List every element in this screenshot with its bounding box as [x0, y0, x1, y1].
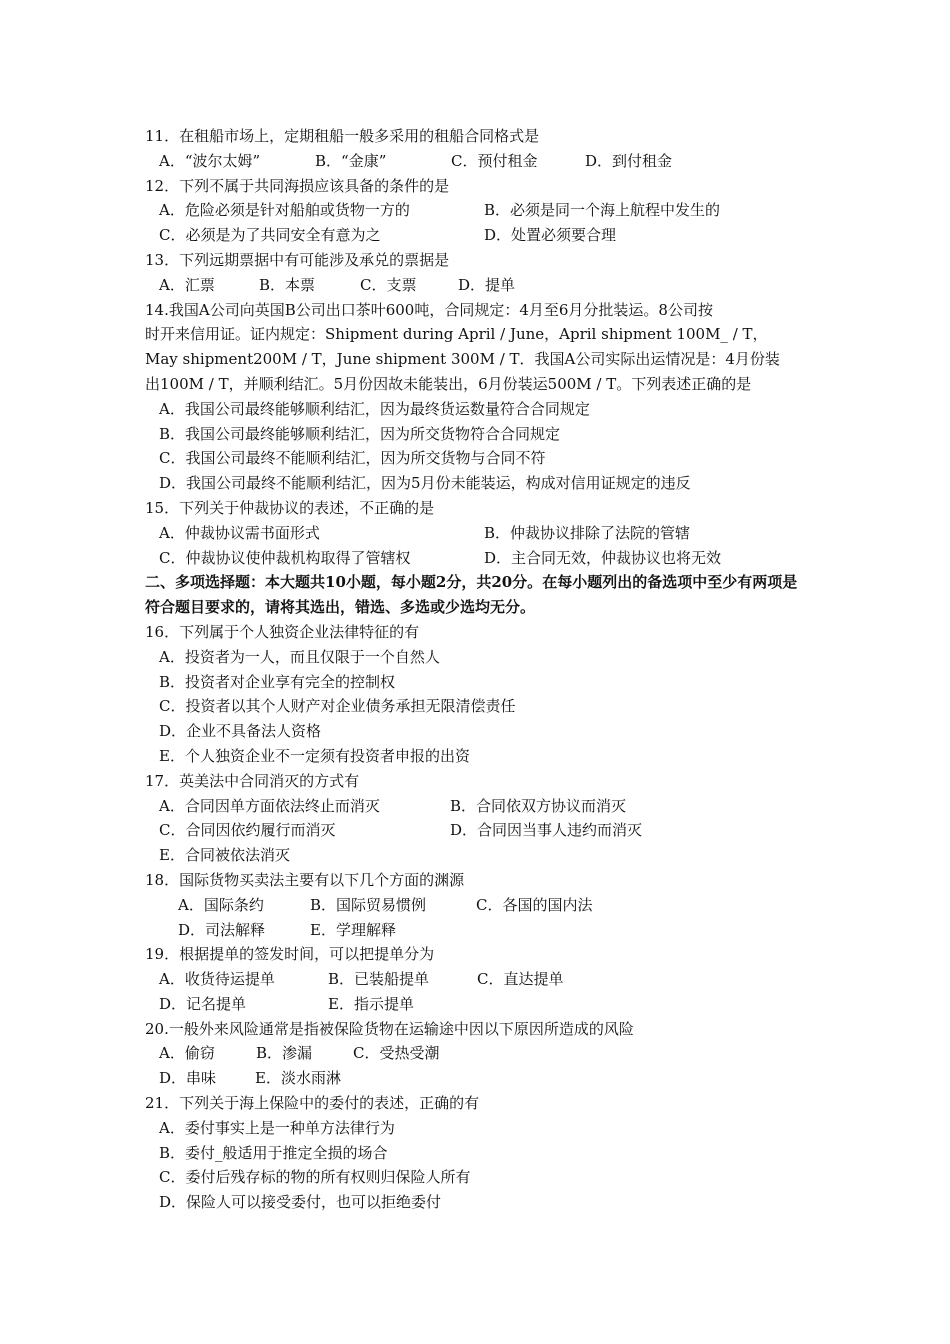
- q13-option-b: B．本票: [259, 275, 316, 294]
- question-19-options-row2: [145, 992, 810, 1017]
- question-20-options-row2: [145, 1066, 810, 1091]
- question-20-stem: 20.一般外来风险通常是指被保险货物在运输途中因以下原因所造成的风险: [145, 1019, 634, 1038]
- q11-option-b: B．“金康”: [315, 151, 387, 170]
- q19-option-c: C．直达提单: [477, 970, 564, 989]
- q17-option-a: A．合同因单方面依法终止而消灭: [159, 796, 380, 815]
- q19-option-d: D．记名提单: [159, 994, 247, 1013]
- q20-option-e: E．淡水雨淋: [255, 1069, 341, 1088]
- question-16-stem: 16．下列属于个人独资企业法律特征的有: [145, 622, 420, 641]
- q13-option-d: D．提单: [458, 275, 516, 294]
- q14-option-b: B．我国公司最终能够顺利结汇，因为所交货物符合合同规定: [159, 424, 561, 443]
- q21-option-c: C．委付后残存标的物的所有权则归保险人所有: [159, 1168, 471, 1187]
- q16-option-a: A．投资者为一人，而且仅限于一个自然人: [159, 647, 440, 666]
- q11-option-d: D．到付租金: [585, 151, 673, 170]
- question-17-options-row2: [145, 818, 810, 843]
- question-15-options-row2: [145, 546, 810, 571]
- question-21-stem: 21．下列关于海上保险中的委付的表述，正确的有: [145, 1094, 480, 1113]
- q19-option-e: E．指示提单: [328, 994, 414, 1013]
- question-19-options-row1: [145, 967, 810, 992]
- question-13-stem: 13．下列远期票据中有可能涉及承兑的票据是: [145, 250, 450, 269]
- section-2-heading: 二、多项选择题：本大题共10小题，每小题2分，共20分。在每小题列出的备选项中至少有两项是符合题目要求的，请将其选出，错选、多选或少选均无分。: [145, 573, 798, 617]
- question-11-stem: 11．在租船市场上，定期租船一般多采用的租船合同格式是: [145, 127, 540, 145]
- question-12-options-row2: [145, 223, 810, 248]
- q12-option-c: C．必须是为了共同安全有意为之: [159, 226, 381, 245]
- q19-option-b: B．已装船提单: [328, 970, 430, 989]
- q20-option-a: A．偷窃: [159, 1044, 215, 1063]
- question-12-options-row1: [145, 198, 810, 223]
- question-14-stem-line2: 时开来信用证。证内规定：Shipment during April / June，April shipment 100M_ / T，: [145, 325, 768, 344]
- question-17-options-row1: [145, 794, 810, 819]
- q17-option-e: E．合同被依法消灭: [159, 846, 290, 865]
- q15-option-d: D．主合同无效，仲裁协议也将无效: [484, 548, 722, 567]
- q14-option-d: D．我国公司最终不能顺利结汇，因为5月份未能装运，构成对信用证规定的违反: [159, 474, 691, 493]
- q12-option-d: D．处置必须要合理: [484, 226, 617, 245]
- question-20-options-row1: [145, 1041, 810, 1066]
- q16-option-b: B．投资者对企业享有完全的控制权: [159, 672, 396, 691]
- question-12-stem: 12．下列不属于共同海损应该具备的条件的是: [145, 176, 450, 195]
- exam-content: [145, 124, 810, 1215]
- q18-option-b: B．国际贸易惯例: [310, 895, 427, 914]
- q17-option-d: D．合同因当事人违约而消灭: [450, 821, 643, 840]
- question-14-stem-line3: May shipment200M / T，June shipment 300M / T．我国A公司实际出运情况是：4月份装: [145, 350, 780, 369]
- question-14-stem-line4: 出100M / T，并顺利结汇。5月份因故未能装出，6月份装运500M / T。下列表述正确的是: [145, 374, 752, 393]
- q16-option-c: C．投资者以其个人财产对企业债务承担无限清偿责任: [159, 697, 516, 716]
- question-17-stem: 17．英美法中合同消灭的方式有: [145, 771, 360, 790]
- q21-option-d: D．保险人可以接受委付，也可以拒绝委付: [159, 1193, 442, 1212]
- q21-option-b: B．委付_般适用于推定全损的场合: [159, 1143, 388, 1162]
- q21-option-a: A．委付事实上是一种单方法律行为: [159, 1118, 395, 1137]
- question-14-stem-line1: 14.我国A公司向英国B公司出口茶叶600吨，合同规定：4月至6月分批装运。8公司按: [145, 300, 713, 319]
- q17-option-b: B．合同依双方协议而消灭: [450, 796, 627, 815]
- q14-option-a: A．我国公司最终能够顺利结汇，因为最终货运数量符合合同规定: [159, 399, 590, 418]
- question-19-stem: 19．根据提单的签发时间，可以把提单分为: [145, 945, 435, 964]
- question-18-options-row1: [145, 893, 810, 918]
- q13-option-c: C．支票: [360, 275, 417, 294]
- q16-option-e: E．个人独资企业不一定须有投资者申报的出资: [159, 746, 470, 765]
- question-11-options: [145, 149, 810, 174]
- q18-option-e: E．学理解释: [310, 920, 396, 939]
- q18-option-a: A．国际条约: [178, 895, 264, 914]
- q15-option-a: A．仲裁协议需书面形式: [159, 523, 320, 542]
- question-15-options-row1: [145, 521, 810, 546]
- question-13-options: [145, 273, 810, 298]
- q20-option-d: D．串味: [159, 1069, 217, 1088]
- q18-option-c: C．各国的国内法: [476, 895, 593, 914]
- q15-option-b: B．仲裁协议排除了法院的管辖: [484, 523, 691, 542]
- q18-option-d: D．司法解释: [178, 920, 266, 939]
- q12-option-a: A．危险必须是针对船舶或货物一方的: [159, 201, 410, 220]
- q11-option-a: A．“波尔太姆”: [159, 151, 261, 170]
- q16-option-d: D．企业不具备法人资格: [159, 722, 322, 741]
- question-18-options-row2: [145, 918, 810, 943]
- question-18-stem: 18．国际货物买卖法主要有以下几个方面的渊源: [145, 870, 465, 889]
- q20-option-c: C．受热受潮: [353, 1044, 440, 1063]
- q17-option-c: C．合同因依约履行而消灭: [159, 821, 336, 840]
- q19-option-a: A．收货待运提单: [159, 970, 275, 989]
- q20-option-b: B．渗漏: [256, 1044, 313, 1063]
- q11-option-c: C．预付租金: [451, 151, 538, 170]
- q13-option-a: A．汇票: [159, 275, 215, 294]
- q14-option-c: C．我国公司最终不能顺利结汇，因为所交货物与合同不符: [159, 449, 546, 468]
- question-15-stem: 15．下列关于仲裁协议的表述，不正确的是: [145, 498, 435, 517]
- q12-option-b: B．必须是同一个海上航程中发生的: [484, 201, 721, 220]
- q15-option-c: C．仲裁协议使仲裁机构取得了管辖权: [159, 548, 411, 567]
